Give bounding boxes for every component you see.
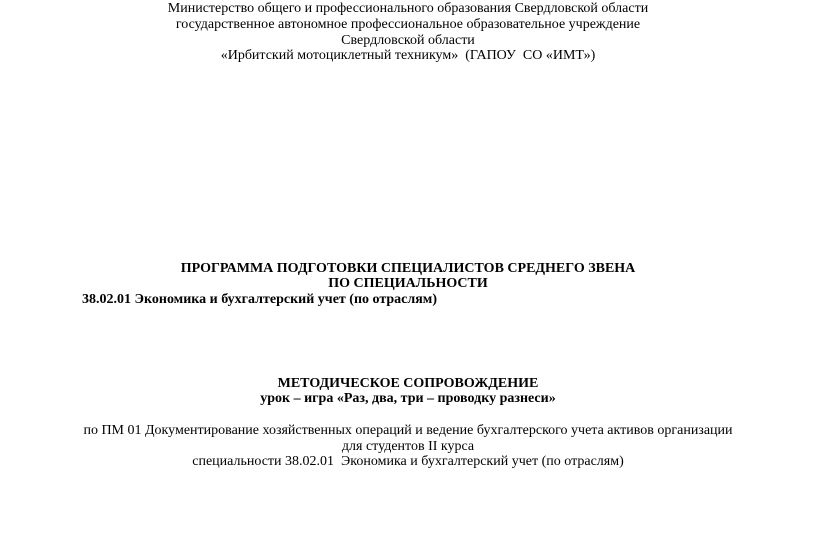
specialty-line: специальности 38.02.01 Экономика и бухгалтерский учет (по отраслям) [192, 454, 624, 469]
program-specialty: 38.02.01 Экономика и бухгалтерский учет (по отраслям) [82, 292, 437, 307]
ministry-line: Министерство общего и профессионального образования Свердловской области [167, 1, 649, 16]
lesson-title: урок – игра «Раз, два, три – проводку разнеси» [260, 391, 556, 406]
audience-line: для студентов II курса [341, 439, 475, 454]
module-line: по ПМ 01 Документирование хозяйственных операций и ведение бухгалтерского учета активов организации [83, 423, 733, 438]
institution-type-line: государственное автономное профессиональное образовательное учреждение [175, 17, 641, 32]
institution-name-line: «Ирбитский мотоциклетный техникум» (ГАПОУ СО «ИМТ») [220, 48, 596, 63]
methodical-title: МЕТОДИЧЕСКОЕ СОПРОВОЖДЕНИЕ [277, 376, 539, 391]
program-title-line1: ПРОГРАММА ПОДГОТОВКИ СПЕЦИАЛИСТОВ СРЕДНЕГО ЗВЕНА [180, 261, 636, 276]
region-line: Свердловской области [341, 33, 475, 48]
program-title-line2: ПО СПЕЦИАЛЬНОСТИ [328, 276, 488, 291]
